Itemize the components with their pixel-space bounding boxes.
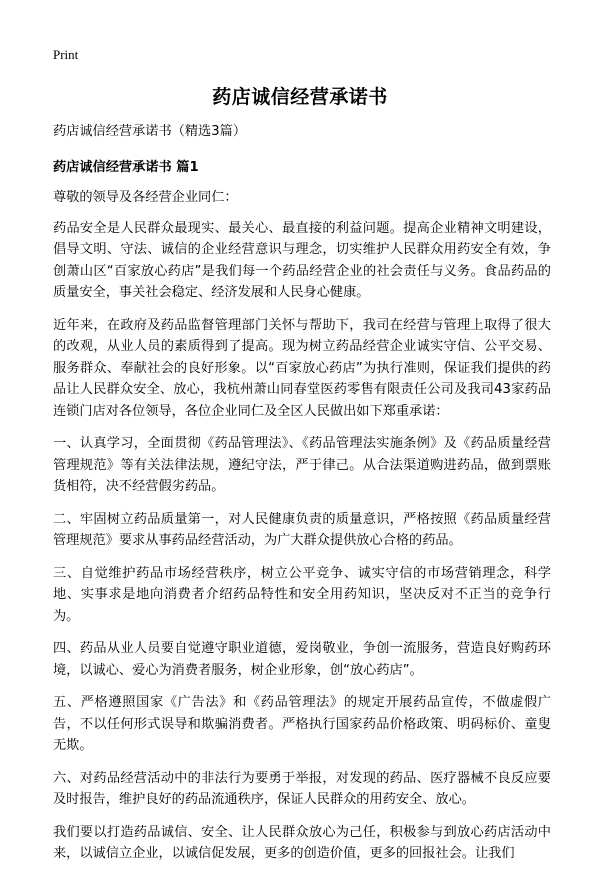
paragraph-background: 近年来，在政府及药品监督管理部门关怀与帮助下，我司在经营与管理上取得了很大的改观，从业人员的素质得到了提高。现为树立药品经营企业诚实守信、公平交易、服务群众、奉献社会的良好形象。以“百家放心药店”为执行准则，保证我们提供的药品让人民群众安全、放心，我杭州萧山同春堂医药零售有限责任公司及我司43家药品连锁门店对各位领导，各位企业同仁及全区人民做出如下郑重承诺： <box>53 317 551 419</box>
salutation: 尊敬的领导及各经营企业同仁： <box>53 190 238 205</box>
paragraph-pledge-4: 四、药品从业人员要自觉遵守职业道德，爱岗敬业，争创一流服务，营造良好购药环境，以诚心、爱心为消费者服务，树企业形象，创“放心药店”。 <box>53 641 551 678</box>
section-heading: 药店诚信经营承诺书 篇1 <box>53 159 199 175</box>
document-subtitle: 药店诚信经营承诺书（精选3篇） <box>53 124 247 139</box>
paragraph-pledge-6: 六、对药品经营活动中的非法行为要勇于举报，对发现的药品、医疗器械不良反应要及时报告，维护良好的药品流通秩序，保证人民群众的用药安全、放心。 <box>53 770 551 807</box>
paragraph-closing: 我们要以打造药品诚信、安全、让人民群众放心为己任，积极参与到放心药店活动中来，以诚信立企业，以诚信促发展，更多的创造价值，更多的回报社会。让我们 <box>53 824 551 861</box>
document-body <box>53 121 551 876</box>
paragraph-pledge-2: 二、牢固树立药品质量第一，对人民健康负责的质量意识，严格按照《药品质量经营管理规范》要求从事药品经营活动，为广大群众提供放心合格的药品。 <box>53 511 551 548</box>
paragraph-pledge-3: 三、自觉维护药品市场经营秩序，树立公平竞争、诚实守信的市场营销理念，科学地、实事求是地向消费者介绍药品特性和安全用药知识，坚决反对不正当的竞争行为。 <box>53 565 551 624</box>
print-link[interactable]: Print <box>53 47 79 62</box>
paragraph-intro: 药品安全是人民群众最现实、最关心、最直接的利益问题。提高企业精神文明建设，倡导文明、守法、诚信的企业经营意识与理念，切实维护人民群众用药安全有效，争创萧山区“百家放心药店”是我们每一个药品经营企业的社会责任与义务。食品药品的质量安全，事关社会稳定、经济发展和人民身心健康。 <box>53 220 551 300</box>
paragraph-pledge-1: 一、认真学习，全面贯彻《药品管理法》、《药品管理法实施条例》及《药品质量经营管理规范》等有关法律法规，遵纪守法，严于律己。从合法渠道购进药品，做到票账货相符，决不经营假劣药品。 <box>53 436 551 494</box>
paragraph-pledge-5: 五、严格遵照国家《广告法》和《药品管理法》的规定开展药品宣传，不做虚假广告，不以任何形式误导和欺骗消费者。严格执行国家药品价格政策、明码标价、童叟无欺。 <box>53 695 551 753</box>
page-title: 药店诚信经营承诺书 <box>212 86 388 108</box>
